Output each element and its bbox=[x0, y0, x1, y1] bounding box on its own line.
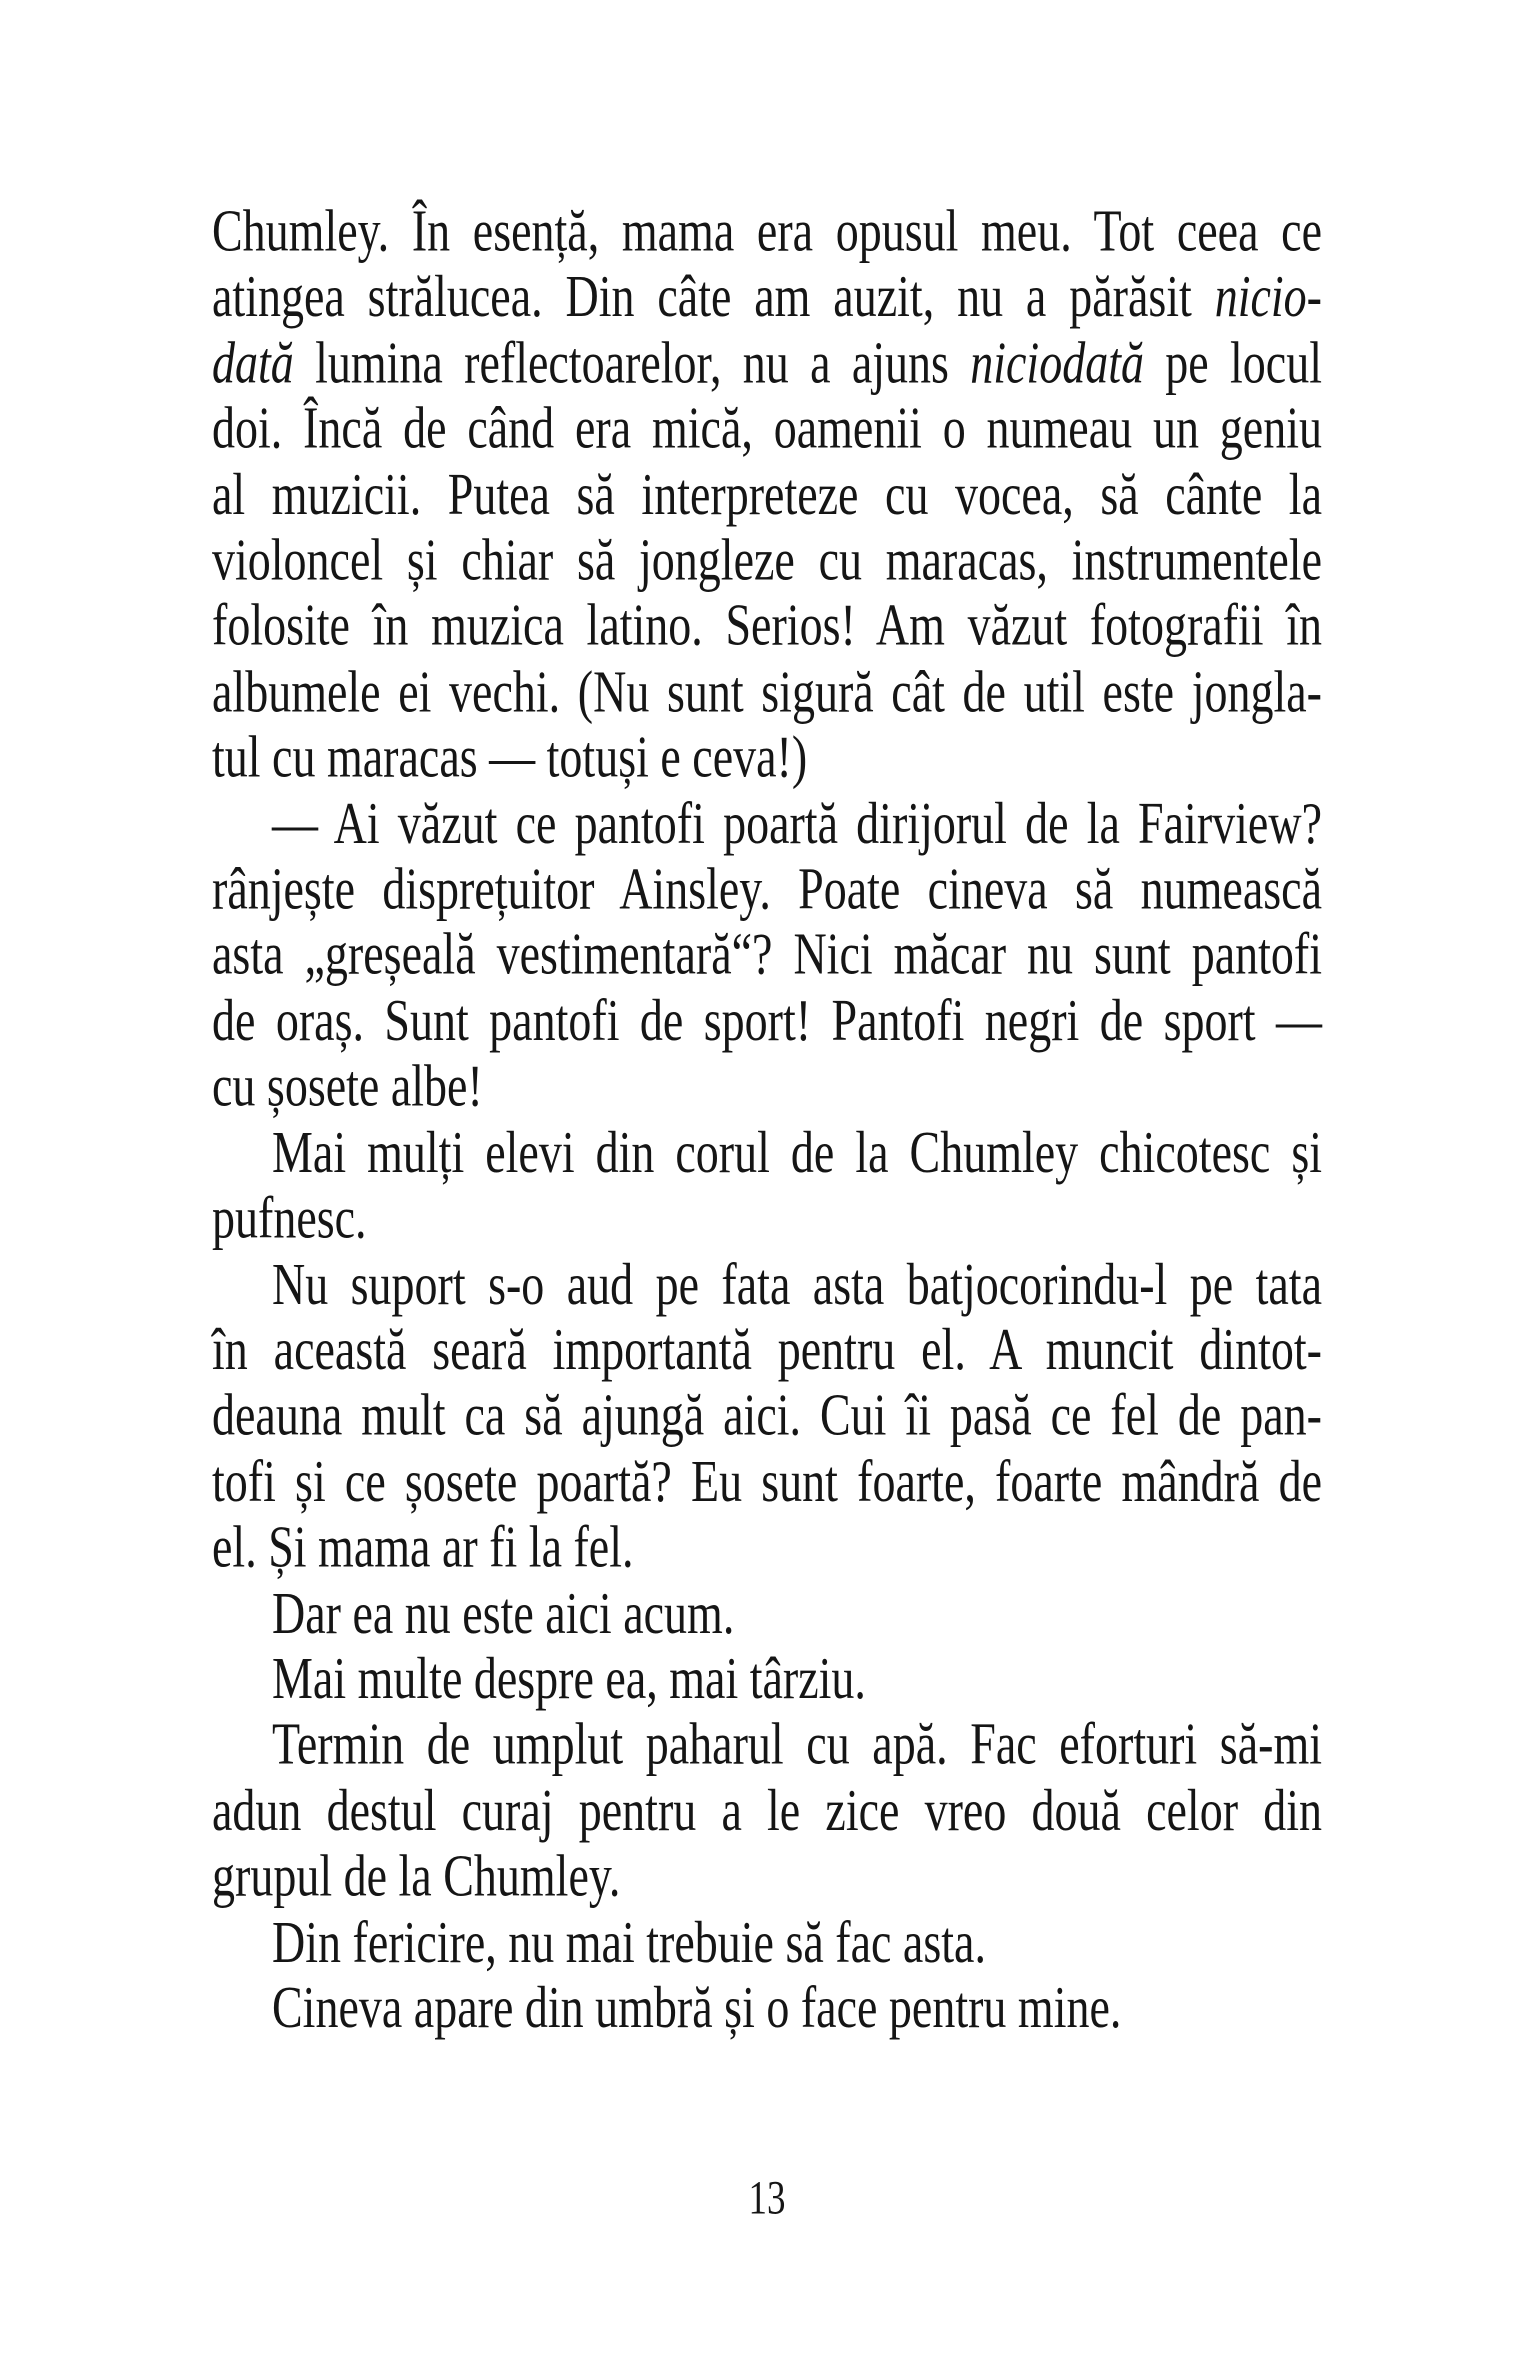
text-line bbox=[212, 1185, 1322, 1251]
text-line bbox=[212, 1711, 1322, 1777]
text-run: el. Și mama ar fi la fel. bbox=[212, 1514, 634, 1580]
paragraph bbox=[212, 1975, 1322, 2041]
paragraph bbox=[212, 1909, 1322, 1975]
text-line bbox=[212, 1514, 1322, 1580]
italic-text-run: nicio- bbox=[1214, 263, 1322, 330]
paragraph bbox=[212, 790, 1322, 1119]
text-line bbox=[212, 1251, 1322, 1317]
text-line bbox=[212, 1843, 1322, 1909]
text-run: Nu suport s-o aud pe fata asta batjocorindu-l pe tata bbox=[272, 1250, 1322, 1317]
text-line bbox=[212, 330, 1322, 396]
text-line bbox=[212, 1382, 1322, 1448]
text-run: Cineva apare din umbră și o face pentru mine. bbox=[272, 1974, 1122, 2040]
text-run: cu șosete albe! bbox=[212, 1053, 483, 1119]
text-line bbox=[212, 593, 1322, 659]
text-line bbox=[212, 461, 1322, 527]
text-line bbox=[212, 1448, 1322, 1514]
text-line bbox=[212, 988, 1322, 1054]
text-run: atingea strălucea. Din câte am auzit, nu a părăsit bbox=[212, 263, 1215, 330]
text-run: Din fericire, nu mai trebuie să fac asta. bbox=[272, 1908, 986, 1975]
text-line bbox=[212, 724, 1322, 790]
text-run: albumele ei vechi. (Nu sunt sigură cât de util este jongla- bbox=[212, 658, 1322, 724]
text-line bbox=[212, 1975, 1322, 2041]
text-run: grupul de la Chumley. bbox=[212, 1843, 621, 1909]
paragraph bbox=[212, 1251, 1322, 1580]
text-line bbox=[212, 527, 1322, 593]
page-number: 13 bbox=[748, 2172, 786, 2226]
text-run: Chumley. În esență, mama era opusul meu. Tot ceea ce bbox=[212, 198, 1322, 264]
text-run: Mai multe despre ea, mai târziu. bbox=[272, 1645, 866, 1711]
paragraph bbox=[212, 1646, 1322, 1712]
text-line bbox=[212, 922, 1322, 988]
text-run: violoncel și chiar să jongleze cu maracas, instrumentele bbox=[212, 527, 1322, 593]
text-run: tofi și ce șosete poartă? Eu sunt foarte, foarte mândră de bbox=[212, 1448, 1322, 1514]
paragraph bbox=[212, 1711, 1322, 1908]
text-line bbox=[212, 1119, 1322, 1185]
paragraph bbox=[212, 1119, 1322, 1251]
text-run: Termin de umplut paharul cu apă. Fac eforturi să-mi bbox=[272, 1711, 1322, 1777]
text-run: deauna mult ca să ajungă aici. Cui îi pasă ce fel de pan- bbox=[212, 1382, 1322, 1448]
italic-text-run: niciodată bbox=[970, 329, 1144, 395]
text-line bbox=[212, 264, 1322, 330]
text-line bbox=[212, 1909, 1322, 1975]
text-run: doi. Încă de când era mică, oamenii o numeau un geniu bbox=[212, 395, 1322, 461]
text-run: adun destul curaj pentru a le zice vreo două celor din bbox=[212, 1777, 1322, 1843]
text-line bbox=[212, 1580, 1322, 1646]
paragraph bbox=[212, 198, 1322, 790]
text-run: Mai mulți elevi din corul de la Chumley chicotesc și bbox=[272, 1119, 1322, 1185]
text-run: Dar ea nu este aici acum. bbox=[272, 1579, 735, 1646]
text-run: pufnesc. bbox=[212, 1185, 367, 1251]
text-line bbox=[212, 1777, 1322, 1843]
text-run: folosite în muzica latino. Serios! Am văzut fotografii în bbox=[212, 592, 1322, 659]
text-run: al muzicii. Putea să interpreteze cu vocea, să cânte la bbox=[212, 461, 1322, 527]
text-run: tul cu maracas — totuși e ceva!) bbox=[212, 724, 808, 790]
text-run: rânjește disprețuitor Ainsley. Poate cineva să numească bbox=[212, 856, 1322, 922]
text-run: în această seară importantă pentru el. A muncit dintot- bbox=[212, 1316, 1322, 1382]
text-run: asta „greșeală vestimentară“? Nici măcar nu sunt pantofi bbox=[212, 921, 1322, 988]
italic-text-run: dată bbox=[212, 329, 294, 395]
text-line bbox=[212, 1646, 1322, 1712]
text-line bbox=[212, 1053, 1322, 1119]
text-line bbox=[212, 395, 1322, 461]
paragraph bbox=[212, 1580, 1322, 1646]
text-run: de oraș. Sunt pantofi de sport! Pantofi negri de sport — bbox=[212, 987, 1322, 1053]
text-run: pe locul bbox=[1143, 329, 1322, 395]
text-run: lumina reflectoarelor, nu a ajuns bbox=[293, 329, 971, 395]
text-line bbox=[212, 198, 1322, 264]
text-line bbox=[212, 790, 1322, 856]
text-line bbox=[212, 659, 1322, 725]
body-text bbox=[212, 198, 1322, 2040]
text-run: — Ai văzut ce pantofi poartă dirijorul de la Fairview? bbox=[272, 790, 1322, 856]
text-line bbox=[212, 1317, 1322, 1383]
text-line bbox=[212, 856, 1322, 922]
